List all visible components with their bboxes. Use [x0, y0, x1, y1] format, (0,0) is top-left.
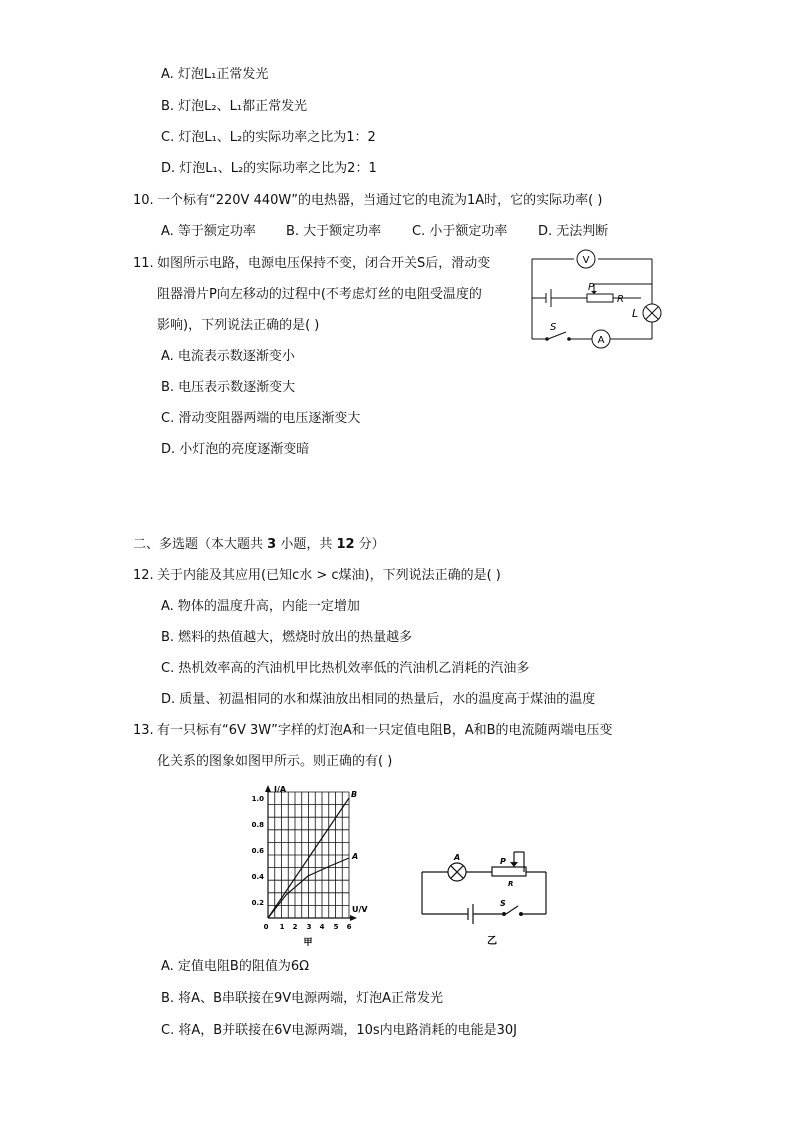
q10-stem-line: [133, 192, 602, 210]
lamp-label: L: [632, 307, 639, 320]
slider-label: P: [588, 282, 595, 293]
q13-option-c: C. 将A，B并联接在6V电源两端，10s内电路消耗的电能是30J: [161, 1023, 518, 1038]
q13-stem-1: 有一只标有“6V 3W”字样的灯泡A和一只定值电阻B，A和B的电流随两端电压变: [157, 723, 613, 738]
section-prefix: 二、多选题（本大题共: [133, 537, 268, 552]
q10-option-c: C. 小于额定功率: [412, 224, 508, 239]
x-axis-arrow-icon: [350, 915, 357, 921]
section-header-multiple-choice: [133, 536, 385, 554]
q13-option-b: B. 将A、B串联接在9V电源两端，灯泡A正常发光: [161, 991, 444, 1006]
q11-option-a: A. 电流表示数逐渐变小: [161, 349, 295, 364]
q12-option-c: C. 热机效率高的汽油机甲比热机效率低的汽油机乙消耗的汽油多: [161, 661, 530, 676]
y-tick: 1.0: [251, 795, 264, 803]
q11-stem-line-3: 影响)，下列说法正确的是( ): [157, 318, 320, 333]
y-tick: 0.6: [251, 847, 264, 855]
y-axis-label: I/A: [274, 785, 287, 794]
q11-stem-line-1: [133, 255, 490, 273]
lamp-label: A: [454, 853, 461, 862]
line-b-label: B: [351, 790, 358, 799]
circuit-caption: 乙: [487, 936, 497, 947]
slider-arrow-icon: [510, 862, 518, 867]
q12-number: 12.: [133, 568, 154, 583]
section-count: 3: [267, 537, 277, 552]
graph-caption: 甲: [303, 938, 313, 948]
q13-iu-graph: [236, 780, 366, 950]
q11-stem-1: 如图所示电路，电源电压保持不变，闭合开关S后，滑动变: [157, 256, 491, 271]
q13-option-a: A. 定值电阻B的阻值为6Ω: [161, 959, 310, 974]
q11-number: 11.: [133, 256, 154, 271]
voltmeter-label: V: [582, 255, 590, 266]
line-a-label: A: [352, 852, 359, 861]
q9-option-c: C. 灯泡L₁、L₂的实际功率之比为1：2: [161, 130, 376, 145]
q11-option-d: D. 小灯泡的亮度逐渐变暗: [161, 442, 310, 457]
q9-option-b: B. 灯泡L₂、L₁都正常发光: [161, 99, 308, 114]
x-tick: 4: [319, 923, 325, 931]
y-axis-arrow-icon: [265, 785, 271, 792]
slider-label: P: [500, 857, 506, 866]
y-tick: 0.2: [251, 899, 264, 907]
q10-number: 10.: [133, 193, 154, 208]
switch-label: S: [550, 322, 557, 333]
q11-option-b: B. 电压表示数逐渐变大: [161, 380, 296, 395]
resistor-label: R: [617, 294, 624, 305]
q13-stem-line-1: [133, 722, 613, 740]
q13-number: 13.: [133, 723, 154, 738]
q13-stem-line-2: 化关系的图象如图甲所示。则正确的有( ): [157, 754, 393, 769]
switch-contact-icon: [519, 912, 523, 916]
x-tick: 6: [346, 923, 352, 931]
x-axis-label: U/V: [352, 905, 368, 914]
q10-option-b: B. 大于额定功率: [286, 224, 382, 239]
switch-contact-icon: [545, 337, 549, 341]
q9-option-a: A. 灯泡L₁正常发光: [161, 67, 269, 82]
x-tick: 2: [292, 923, 298, 931]
q9-option-d: D. 灯泡L₁、L₂的实际功率之比为2：1: [161, 161, 377, 176]
resistor-label: R: [508, 880, 514, 888]
y-tick: 0.4: [251, 873, 264, 881]
q10-stem: 一个标有“220V 440W”的电热器，当通过它的电流为1A时，它的实际功率( ): [157, 193, 603, 208]
x-tick: 1: [279, 923, 285, 931]
q12-option-d: D. 质量、初温相同的水和煤油放出相同的热量后，水的温度高于煤油的温度: [161, 692, 596, 707]
q11-option-c: C. 滑动变阻器两端的电压逐渐变大: [161, 411, 361, 426]
x-tick: 5: [333, 923, 339, 931]
q13-circuit-diagram: [414, 838, 554, 948]
switch-contact-icon: [567, 337, 571, 341]
q12-option-b: B. 燃料的热值越大，燃烧时放出的热量越多: [161, 630, 413, 645]
q12-stem: 关于内能及其应用(已知c水 > c煤油)，下列说法正确的是( ): [157, 568, 501, 583]
switch-label: S: [500, 899, 506, 908]
q11-stem-line-2: 阻器滑片P向左移动的过程中(不考虑灯丝的电阻受温度的: [157, 287, 482, 302]
section-suffix: 分）: [354, 537, 385, 552]
y-tick: 0.8: [251, 821, 264, 829]
switch-contact-icon: [502, 912, 506, 916]
ammeter-label: A: [597, 335, 605, 346]
q11-circuit-diagram: [524, 244, 674, 354]
q10-option-a: A. 等于额定功率: [161, 224, 256, 239]
q10-option-d: D. 无法判断: [538, 224, 609, 239]
x-tick: 3: [306, 923, 312, 931]
q12-option-a: A. 物体的温度升高，内能一定增加: [161, 599, 360, 614]
section-score: 12: [336, 537, 355, 552]
q12-stem-line: [133, 567, 501, 585]
section-middle: 小题，共: [276, 537, 337, 552]
x-tick: 0: [263, 923, 269, 931]
